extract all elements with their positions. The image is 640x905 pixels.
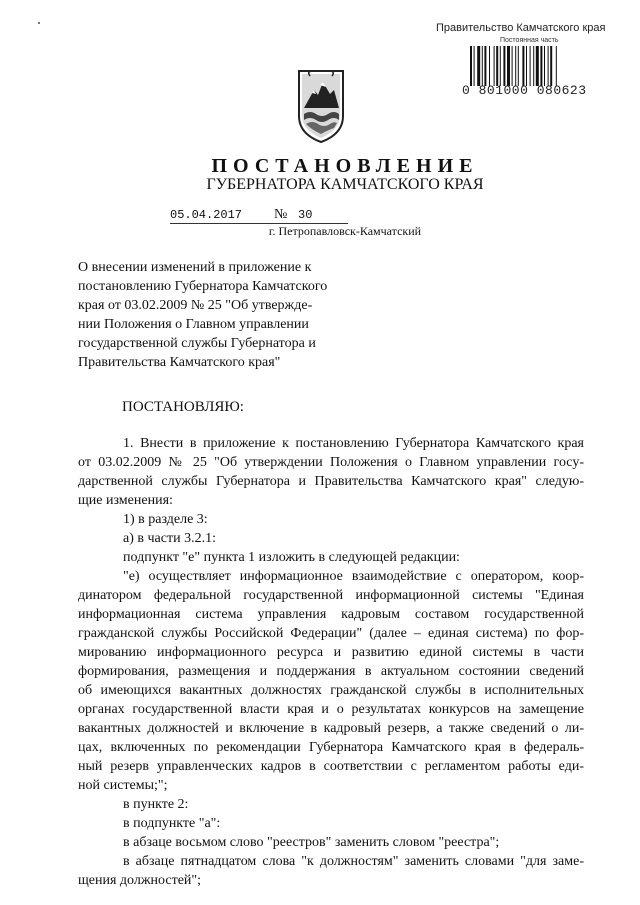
body-line: вакантных должностей и включение в кадровый резерв, а также сведений о ли- xyxy=(78,721,584,736)
kamchatka-coat-of-arms-icon xyxy=(296,68,346,144)
body-line: цах, включенных по рекомендации Губернатора Камчатского края в федераль- xyxy=(78,740,584,755)
body-line: "е) осуществляет информационное взаимодействие с оператором, коор- xyxy=(123,569,584,584)
registration-line xyxy=(170,205,360,225)
number-sign: № xyxy=(274,207,288,222)
subject-line: Правительства Камчатского края" xyxy=(78,355,281,370)
scan-speck xyxy=(38,22,40,24)
body-line: щие изменения: xyxy=(78,493,173,508)
document-body xyxy=(78,434,584,890)
body-line: в подпункте "а": xyxy=(123,816,221,831)
barcode-caption: Постоянная часть xyxy=(500,37,559,44)
subject-line: государственной службы Губернатора и xyxy=(78,336,316,351)
body-line: а) в части 3.2.1: xyxy=(123,531,216,546)
body-line: в пункте 2: xyxy=(123,797,189,812)
body-line: 1) в разделе 3: xyxy=(123,512,208,527)
body-line: динатором федеральной государственной информационной системы "Единая xyxy=(78,588,584,603)
body-line: об имеющихся вакантных должностях гражданской службы в исполнительных xyxy=(78,683,584,698)
body-line: от 03.02.2009 № 25 "Об утверждении Положения о Главном управлении госу- xyxy=(78,455,584,470)
body-line: мированию информационного ресурса и развитию единой системы в части xyxy=(78,645,584,660)
barcode-number: 0 801000 080623 xyxy=(462,83,587,98)
subject-line: постановлению Губернатора Камчатского xyxy=(78,279,328,294)
body-line: формирования, размещения и поддержания в актуальном состоянии сведений xyxy=(78,664,584,679)
body-line: ный резерв управленческих кадров в соответствии с регламентом работы еди- xyxy=(78,759,584,774)
registration-date: 05.04.2017 xyxy=(170,208,243,222)
document-title: ПОСТАНОВЛЕНИЕ xyxy=(211,155,479,177)
body-line: подпункт "е" пункта 1 изложить в следующей редакции: xyxy=(123,550,460,565)
document-subject xyxy=(78,258,365,372)
body-line: в абзаце восьмом слово "реестров" заменить словом "реестра"; xyxy=(123,835,500,850)
body-line: информационная система управления кадровым составом государственной xyxy=(78,607,584,622)
registration-stamp-org: Правительство Камчатского края xyxy=(436,22,606,34)
body-line: ной системы;"; xyxy=(78,778,168,793)
registration-number: 30 xyxy=(298,208,313,222)
subject-line: нии Положения о Главном управлении xyxy=(78,317,309,332)
issue-city: г. Петропавловск-Камчатский xyxy=(268,224,422,238)
body-line: органах государственной власти края и о результатах конкурсов на замещение xyxy=(78,702,584,717)
decree-word: ПОСТАНОВЛЯЮ: xyxy=(122,399,244,415)
body-line: в абзаце пятнадцатом слова "к должностям" заменить словами "для заме- xyxy=(123,854,584,869)
body-line: дарственной службы Губернатора и Правительства Камчатского края" следую- xyxy=(78,474,584,489)
subject-line: края от 03.02.2009 № 25 "Об утвержде- xyxy=(78,298,313,313)
body-line: гражданской службы Российской Федерации" (далее – единая система) по фор- xyxy=(78,626,584,641)
body-line: щения должностей"; xyxy=(78,873,201,888)
barcode-icon xyxy=(470,46,600,86)
subject-line: О внесении изменений в приложение к xyxy=(78,260,312,275)
body-line: 1. Внести в приложение к постановлению Губернатора Камчатского края xyxy=(123,436,584,451)
document-issuer: ГУБЕРНАТОРА КАМЧАТСКОГО КРАЯ xyxy=(206,176,484,193)
